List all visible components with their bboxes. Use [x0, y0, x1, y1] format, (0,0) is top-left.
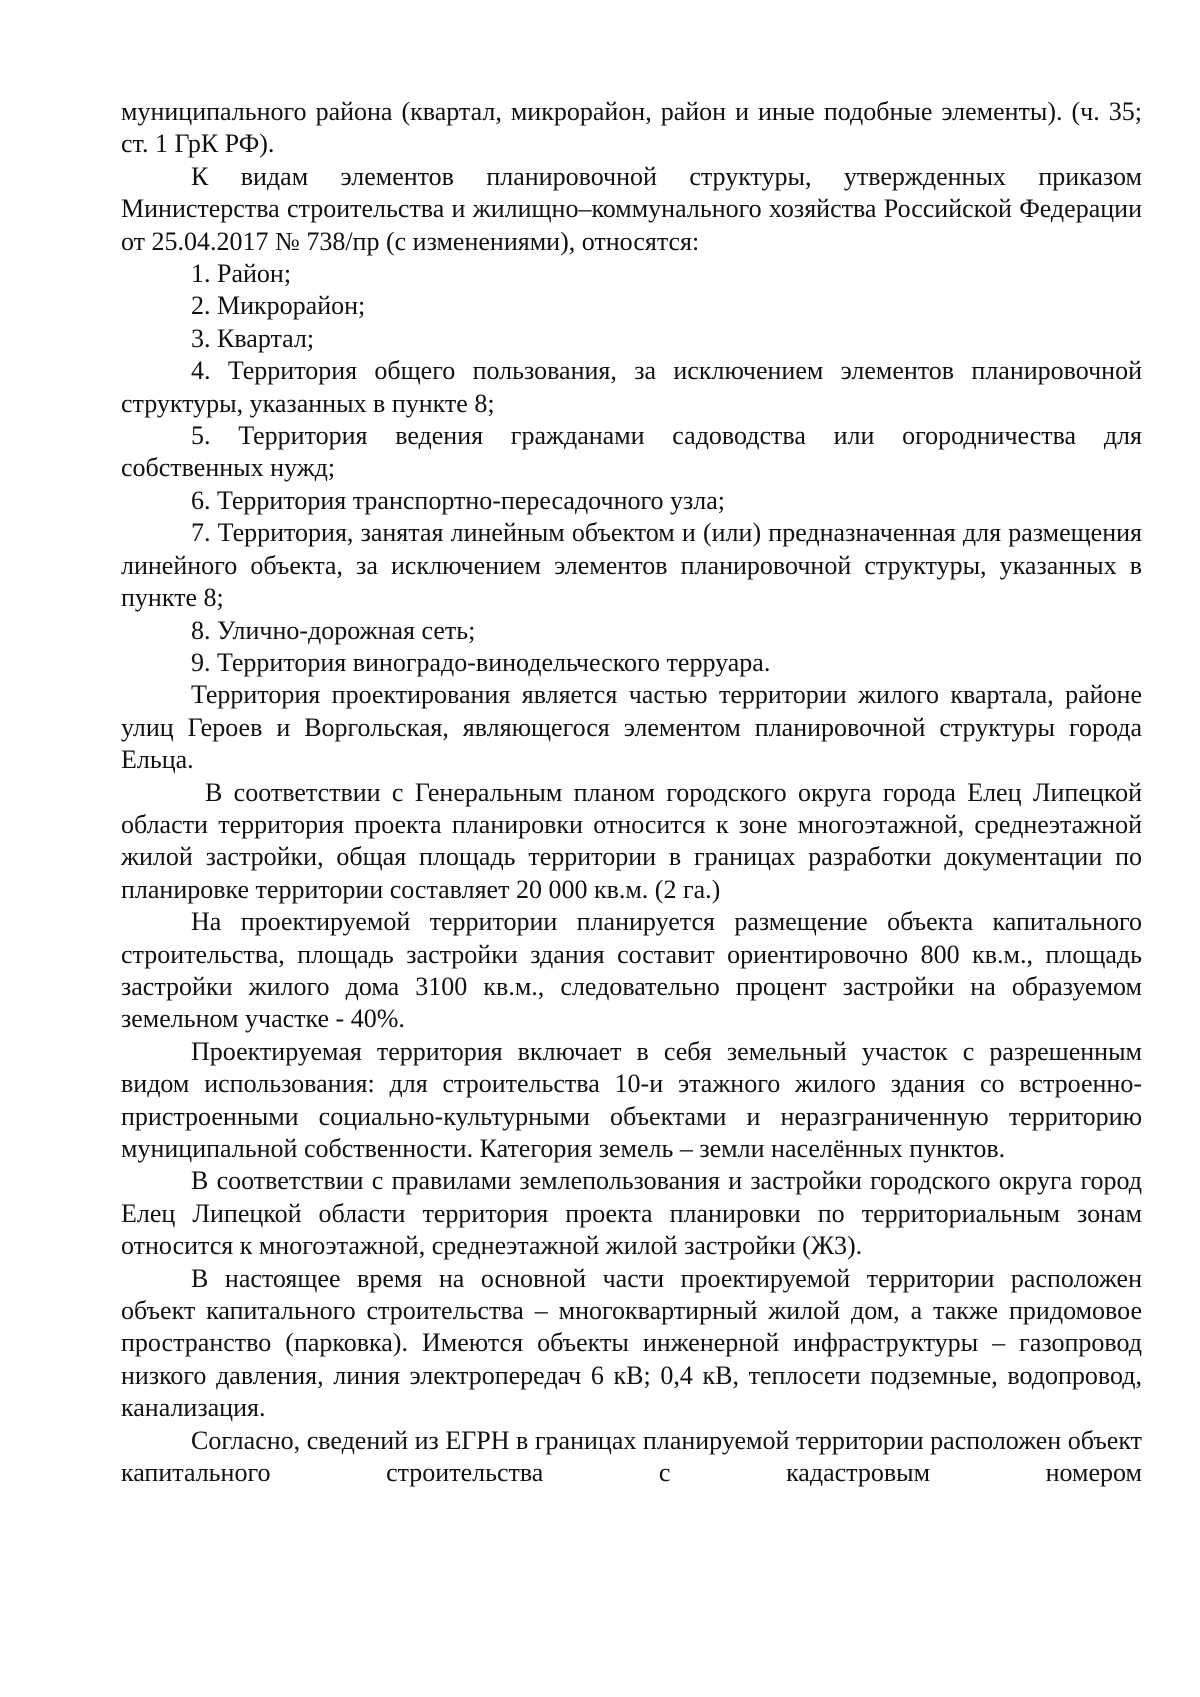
document-page [121, 96, 1142, 1489]
list-item-3: 3. Квартал; [191, 323, 315, 353]
list-item-9: 9. Территория виноградо-винодельческого терруара. [191, 647, 771, 677]
list-item-6: 6. Территория транспортно-пересадочного узла; [191, 485, 726, 515]
list-item-4: 4. Территория общего пользования, за исключением элементов планировочной структуры, указанных в пункте 8; [121, 356, 1142, 418]
paragraph-land-plot: Проектируемая территория включает в себя земельный участок с разрешенным видом использования: для строительства 10-и этажного жилого здания со встроенно-пристроенными социально-культурными объектами и неразграниченную территорию муниципальной собственности. Категория земель – земли населённых пунктов. [121, 1036, 1142, 1163]
paragraph-general-plan: В соответствии с Генеральным планом городского округа города Елец Липецкой области территория проекта планировки относится к зоне многоэтажной, среднеэтажной жилой застройки, общая площадь территории в границах разработки документации по планировке территории составляет 20 000 кв.м. (2 га.) [121, 777, 1142, 904]
paragraph-design-territory: Территория проектирования является частью территории жилого квартала, районе улиц Героев и Воргольская, являющегося элементом планировочной структуры города Ельца. [121, 680, 1142, 775]
paragraph-construction-plan: На проектируемой территории планируется размещение объекта капитального строительства, площадь застройки здания составит ориентировочно 800 кв.м., площадь застройки жилого дома 3100 кв.м., следовательно процент застройки на образуемом земельном участке - 40%. [121, 907, 1142, 1034]
paragraph-planning-elements-intro: К видам элементов планировочной структуры, утвержденных приказом Министерства строительства и жилищно–коммунального хозяйства Российской Федерации от 25.04.2017 № 738/пр (с изменениями), относятся: [121, 161, 1142, 256]
list-item-1: 1. Район; [191, 259, 292, 289]
list-item-8: 8. Улично-дорожная сеть; [191, 615, 476, 645]
list-item-5: 5. Территория ведения гражданами садоводства или огородничества для собственных нужд; [121, 421, 1142, 483]
paragraph-egrn: Согласно, сведений из ЕГРН в границах планируемой территории расположен объект капитального строительства с кадастровым номером [121, 1425, 1142, 1488]
paragraph-zoning-rules: В соответствии с правилами землепользования и застройки городского округа город Елец Липецкой области территория проекта планировки по территориальным зонам относится к многоэтажной, среднеэтажной жилой застройки (Ж3). [121, 1166, 1142, 1261]
list-item-7: 7. Территория, занятая линейным объектом и (или) предназначенная для размещения линейного объекта, за исключением элементов планировочной структуры, указанных в пункте 8; [121, 518, 1142, 613]
paragraph-continuation: муниципального района (квартал, микрорайон, район и иные подобные элементы). (ч. 35; ст. 1 ГрК РФ). [121, 97, 1142, 159]
paragraph-current-state: В настоящее время на основной части проектируемой территории расположен объект капитального строительства – многоквартирный жилой дом, а также придомовое пространство (парковка). Имеются объекты инженерной инфраструктуры – газопровод низкого давления, линия электропередач 6 кВ; 0,4 кВ, теплосети подземные, водопровод, канализация. [121, 1263, 1142, 1423]
list-item-2: 2. Микрорайон; [191, 291, 366, 321]
